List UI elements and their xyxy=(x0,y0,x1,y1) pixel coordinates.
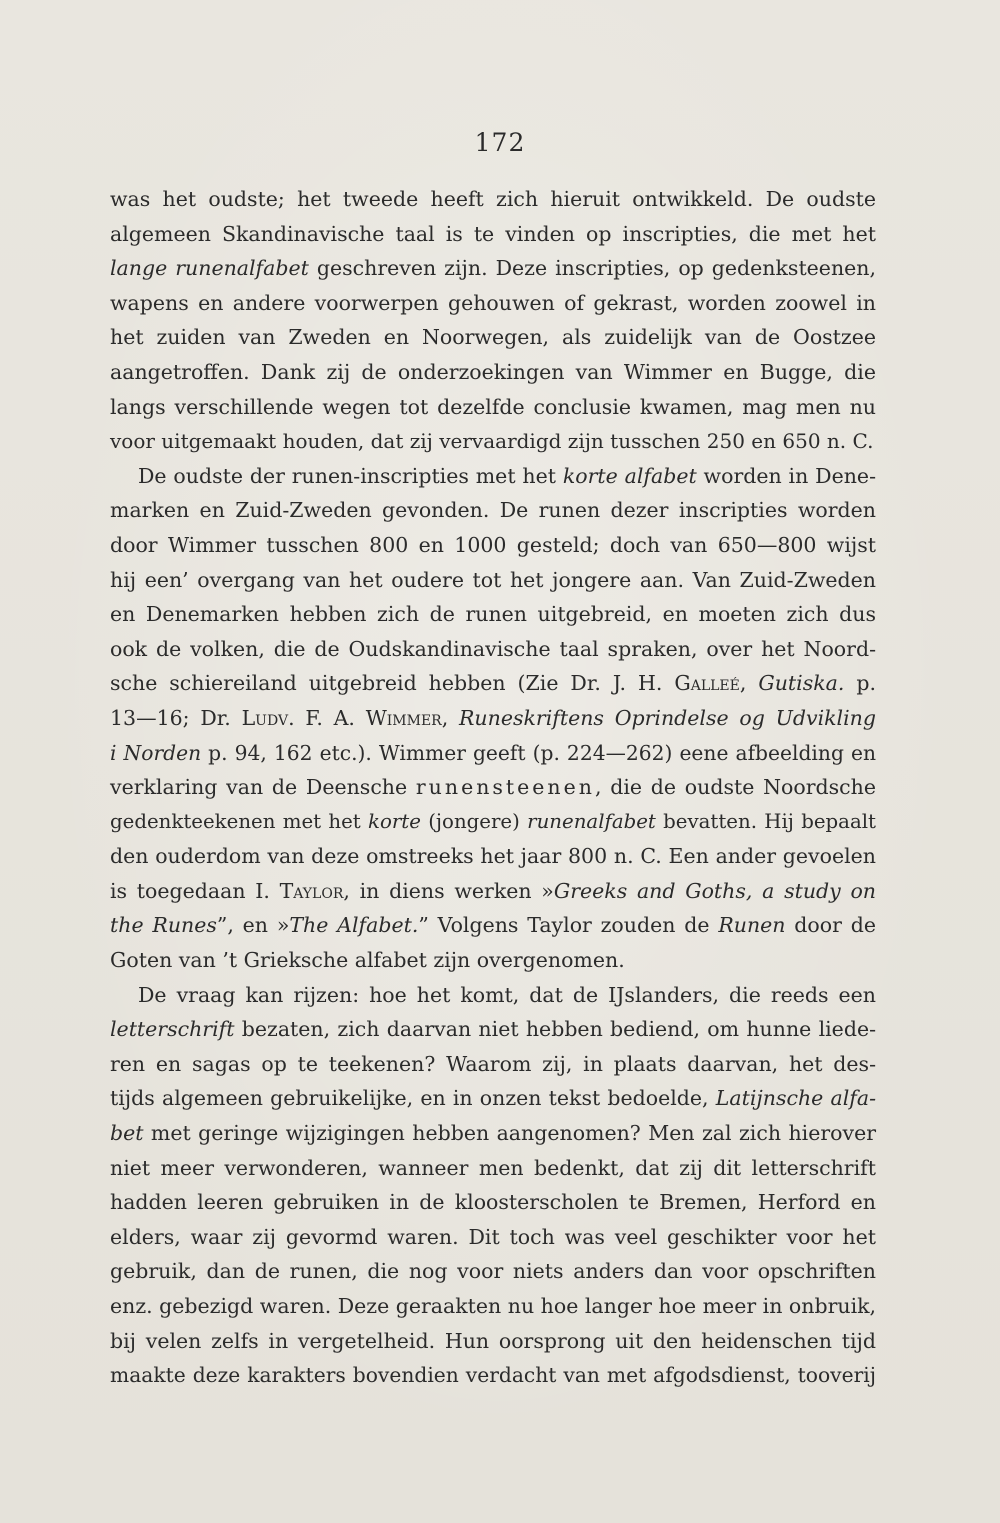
italic-text: Greeks and Goths, a study on xyxy=(553,878,876,903)
page-number: 172 xyxy=(474,128,526,157)
text-segment: ” Volgens Taylor zouden de xyxy=(418,913,719,938)
italic-text: korte alfabet xyxy=(562,463,697,488)
text-segment: en Denemarken hebben zich de runen uitgebreid, en moeten zich dus xyxy=(110,602,876,627)
spaced-text: runensteenen xyxy=(415,775,595,800)
text-line xyxy=(110,1185,876,1220)
text-segment: sche schiereiland uitgebreid hebben (Zie Dr. J. H. xyxy=(110,671,675,696)
text-segment: het zuiden van Zweden en Noorwegen, als zuidelijk van de Oostzee xyxy=(110,325,876,350)
text-line xyxy=(110,1289,876,1324)
text-line xyxy=(110,563,876,598)
text-segment: p. xyxy=(844,671,876,696)
text-line xyxy=(110,355,876,390)
text-line xyxy=(110,943,876,978)
body-text xyxy=(110,182,876,1393)
text-segment: bezaten, zich daarvan niet hebben bediend, om hunne liede- xyxy=(234,1017,876,1042)
text-line xyxy=(110,251,876,286)
text-segment: niet meer verwonderen, wanneer men bedenkt, dat zij dit letterschrift xyxy=(110,1155,876,1180)
text-line xyxy=(110,286,876,321)
text-segment: enz. gebezigd waren. Deze geraakten nu hoe langer hoe meer in onbruik, xyxy=(110,1294,877,1318)
text-line xyxy=(110,459,876,494)
small-caps-text: Wimmer xyxy=(365,705,442,730)
text-segment: , xyxy=(739,671,759,696)
text-segment: door Wimmer tusschen 800 en 1000 gesteld; doch van 650—800 wijst xyxy=(110,532,876,557)
text-line xyxy=(110,1151,876,1186)
italic-text: lange runenalfabet xyxy=(110,256,309,281)
text-line xyxy=(110,874,876,909)
text-segment: 13—16; Dr. xyxy=(110,705,242,730)
text-line xyxy=(110,839,876,874)
text-line xyxy=(110,1012,876,1047)
text-line xyxy=(110,666,876,701)
text-line xyxy=(110,736,876,771)
text-segment: tijds algemeen gebruikelijke, en in onzen tekst bedoelde, xyxy=(110,1086,716,1111)
text-segment: hij een’ overgang van het oudere tot het jongere aan. Van Zuid-Zweden xyxy=(110,567,876,592)
text-segment: door de xyxy=(785,913,876,938)
text-segment: bij velen zelfs in vergetelheid. Hun oorsprong uit den heidenschen tijd xyxy=(110,1328,876,1353)
text-line xyxy=(110,1324,876,1359)
text-line xyxy=(110,493,876,528)
text-line xyxy=(110,701,876,736)
text-segment: p. 94, 162 etc.). Wimmer geeft (p. 224—262) eene afbeelding en xyxy=(201,740,876,765)
small-caps-text: Ludv xyxy=(241,705,289,730)
italic-text: letterschrift xyxy=(110,1017,235,1042)
text-segment: ook de volken, die de Oudskandinavische taal spraken, over het Noord- xyxy=(110,636,876,661)
italic-text: The Alfabet. xyxy=(289,913,419,938)
italic-text: Runen xyxy=(718,913,786,938)
italic-text: bet xyxy=(110,1121,144,1146)
text-segment: De vraag kan rijzen: hoe het komt, dat de IJslanders, die reeds een xyxy=(138,982,876,1007)
text-line xyxy=(110,632,876,667)
text-line xyxy=(110,1254,876,1289)
text-segment: ”, en » xyxy=(216,913,290,938)
text-line xyxy=(110,908,876,943)
text-segment: Goten van ’t Grieksche alfabet zijn overgenomen. xyxy=(110,948,625,973)
text-segment: gebruik, dan de runen, die nog voor niets anders dan voor opschriften xyxy=(110,1259,876,1284)
text-segment: , in diens werken » xyxy=(343,878,554,903)
text-segment: ren en sagas op te teekenen? Waarom zij, in plaats daarvan, het des- xyxy=(110,1051,876,1076)
text-segment: verklaring van de Deensche xyxy=(110,775,416,800)
text-segment: voor uitgemaakt houden, dat zij vervaardigd zijn tusschen 250 en 650 n. C. xyxy=(110,429,874,454)
italic-text: runenalfabet xyxy=(527,809,656,833)
italic-text: Latijnsche alfa- xyxy=(715,1086,876,1111)
text-segment: is toegedaan I. xyxy=(110,878,280,903)
text-segment: bevatten. Hij bepaalt xyxy=(655,809,876,833)
text-segment: gedenkteekenen met het xyxy=(110,809,368,833)
text-line xyxy=(110,1220,876,1255)
text-segment: De oudste der runen-inscripties met het xyxy=(138,463,563,488)
text-segment: maakte deze karakters bovendien verdacht van met afgodsdienst, tooverij xyxy=(110,1363,876,1388)
text-segment: elders, waar zij gevormd waren. Dit toch was veel geschikter voor het xyxy=(110,1224,876,1249)
text-line xyxy=(110,597,876,632)
small-caps-text: Taylor xyxy=(279,878,344,903)
text-line xyxy=(110,320,876,355)
text-line xyxy=(110,1081,876,1116)
text-line xyxy=(110,390,876,425)
text-line xyxy=(110,1358,876,1393)
text-segment: was het oudste; het tweede heeft zich hieruit ontwikkeld. De oudste xyxy=(110,187,876,211)
text-segment: , die de oudste Noordsche xyxy=(594,775,876,800)
text-segment: marken en Zuid-Zweden gevonden. De runen dezer inscripties worden xyxy=(110,498,876,523)
text-line xyxy=(110,770,876,805)
italic-text: the Runes xyxy=(110,913,217,938)
text-line xyxy=(110,805,876,840)
text-segment: worden in Dene- xyxy=(696,463,876,488)
text-line xyxy=(110,1047,876,1082)
text-segment: (jongere) xyxy=(420,809,528,833)
small-caps-text: Galleé xyxy=(674,671,740,696)
text-segment: algemeen Skandinavische taal is te vinden op inscripties, die met het xyxy=(110,221,876,246)
text-segment: aangetroffen. Dank zij de onderzoekingen van Wimmer en Bugge, die xyxy=(110,359,876,384)
text-segment: geschreven zijn. Deze inscripties, op gedenksteenen, xyxy=(308,256,876,281)
text-line xyxy=(110,1116,876,1151)
text-line xyxy=(110,182,876,217)
text-line xyxy=(110,978,876,1013)
text-line xyxy=(110,424,876,459)
text-segment: . F. A. xyxy=(288,705,366,730)
text-segment: met geringe wijzigingen hebben aangenomen? Men zal zich hierover xyxy=(143,1121,876,1146)
text-segment: wapens en andere voorwerpen gehouwen of gekrast, worden zoowel in xyxy=(110,290,876,315)
text-line xyxy=(110,217,876,252)
text-segment: hadden leeren gebruiken in de kloosterscholen te Bremen, Herford en xyxy=(110,1190,876,1215)
text-segment: , xyxy=(441,705,459,730)
text-line xyxy=(110,528,876,563)
italic-text: korte xyxy=(368,809,421,833)
italic-text: Runeskriftens Oprindelse og Udvikling xyxy=(459,705,876,730)
text-segment: den ouderdom van deze omstreeks het jaar 800 n. C. Een ander gevoelen xyxy=(110,844,876,869)
italic-text: i Norden xyxy=(110,740,202,765)
text-segment: langs verschillende wegen tot dezelfde conclusie kwamen, mag men nu xyxy=(110,394,876,419)
italic-text: Gutiska. xyxy=(758,671,845,696)
